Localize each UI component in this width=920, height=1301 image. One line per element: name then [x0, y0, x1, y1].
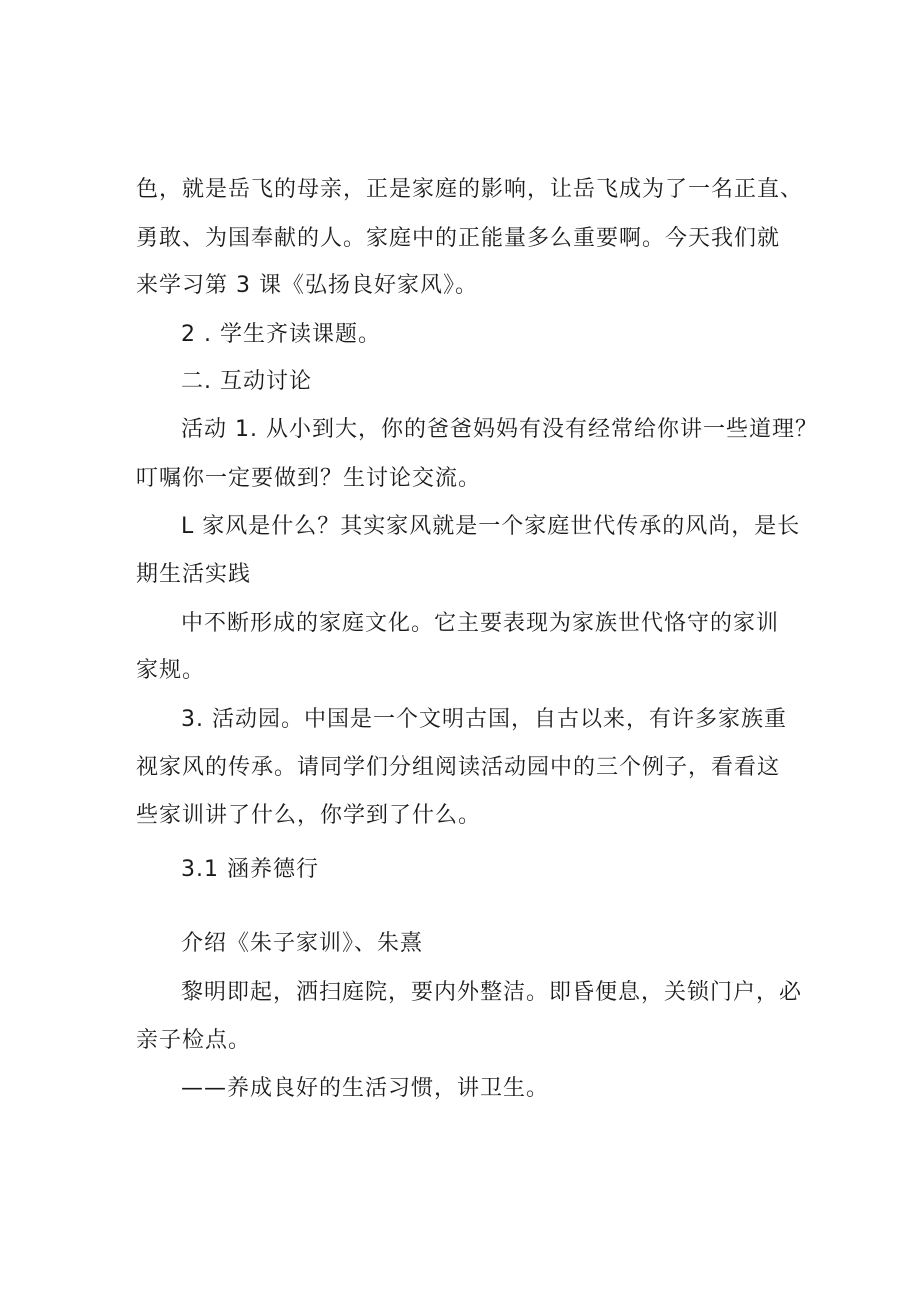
text-line: 色，就是岳飞的母亲，正是家庭的影响，让岳飞成为了一名正直、	[136, 177, 804, 202]
text-line: ——养成良好的生活习惯，讲卫生。	[181, 1076, 550, 1101]
section-heading: 二. 互动讨论	[181, 369, 312, 394]
text-line: 中不断形成的家庭文化。它主要表现为家族世代恪守的家训	[181, 611, 780, 636]
text-line: 2 . 学生齐读课题。	[181, 322, 381, 347]
text-line: 活动 1. 从小到大，你的爸爸妈妈有没有经常给你讲一些道理？	[181, 417, 818, 442]
text-line: 期生活实践	[136, 562, 252, 587]
text-line: 介绍《朱子家训》、朱熹	[181, 931, 424, 956]
text-line: 些家训讲了什么，你学到了什么。	[136, 803, 482, 828]
text-line: 勇敢、为国奉献的人。家庭中的正能量多么重要啊。今天我们就	[136, 226, 781, 251]
text-line: 来学习第 3 课《弘扬良好家风》。	[136, 273, 478, 298]
text-line: 亲子检点。	[136, 1028, 252, 1053]
text-line: 3. 活动园。中国是一个文明古国，自古以来，有许多家族重	[181, 707, 787, 732]
subsection-heading: 3.1 涵养德行	[181, 857, 319, 882]
text-line: 家规。	[136, 658, 206, 683]
text-line: 视家风的传承。请同学们分组阅读活动园中的三个例子，看看这	[136, 755, 781, 780]
text-line: 叮嘱你一定要做到？生讨论交流。	[136, 466, 482, 491]
text-line: 黎明即起，洒扫庭院，要内外整洁。即昏便息，关锁门户，必	[181, 980, 803, 1005]
text-line: L 家风是什么？其实家风就是一个家庭世代传承的风尚，是长	[181, 514, 801, 539]
